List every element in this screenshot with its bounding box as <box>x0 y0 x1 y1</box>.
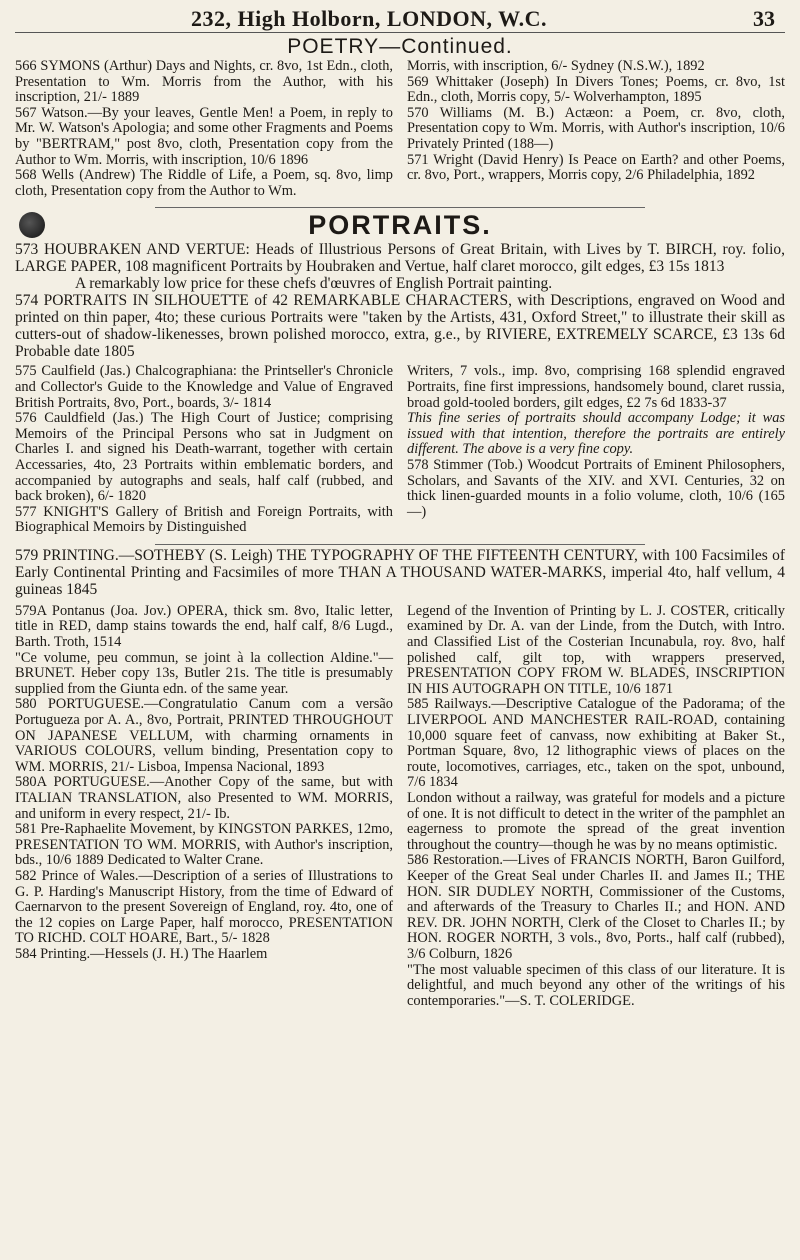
entry-569: 569 Whittaker (Joseph) In Divers Tones; Poems, cr. 8vo, 1st Edn., cloth, Morris copy, 5/- Wolverhampton, 1895 <box>407 73 785 106</box>
entry-571: 571 Wright (David Henry) Is Peace on Earth? and other Poems, cr. 8vo, Port., wrappers, Morris copy, 2/6 Philadelphia, 1892 <box>407 151 785 184</box>
entry-581: 581 Pre-Raphaelite Movement, by KINGSTON PARKES, 12mo, PRESENTATION TO WM. MORRIS, with Author's inscription, bds., 10/6 1889 Dedicated to Walter Crane. <box>15 821 393 869</box>
section-title: POETRY—Continued. <box>287 35 513 58</box>
entry-586: 586 Restoration.—Lives of FRANCIS NORTH, Baron Guilford, Keeper of the Great Seal under Charles II. and James II.; THE HON. SIR DUDLEY NORTH, Commissioner of the Customs, and afterwards of the Treasury to Charles II.; and HON. AND REV. DR. JOHN NORTH, Clerk of the Closet to Charles II.; by HON. ROGER NORTH, 3 vols., 8vo, Ports., half calf (rubbed), 3/6 Colburn, 1826 <box>407 852 785 962</box>
poetry-left-column <box>15 59 393 199</box>
poetry-columns <box>15 59 785 199</box>
portraits-heading <box>15 210 785 241</box>
entry-567: 567 Watson.—By your leaves, Gentle Men! a Poem, in reply to Mr. W. Watson's Apologia; and some other Fragments and Poems by "BERTRAM," post 8vo, cloth, Presentation copy from the Author to Wm. Morris, with inscription, 10/6 1896 <box>15 104 393 168</box>
divider <box>155 544 645 545</box>
portraits-title: PORTRAITS. <box>308 210 492 241</box>
divider <box>155 207 645 208</box>
entry-579a: 579A Pontanus (Joa. Jov.) OPERA, thick sm. 8vo, Italic letter, title in RED, damp stains towards the end, half calf, 8/6 Lugd., Barth. Troth, 1514 <box>15 602 393 651</box>
entry-580a: 580A PORTUGUESE.—Another Copy of the same, but with ITALIAN TRANSLATION, also Presented to WM. MORRIS, and uniform in every respect, 21/- Ib. <box>15 774 393 822</box>
printing-columns <box>15 604 785 1009</box>
ornament-icon <box>19 212 45 238</box>
entry-573: 573 HOUBRAKEN AND VERTUE: Heads of Illustrious Persons of Great Britain, with Lives by T. BIRCH, roy. folio, LARGE PAPER, 108 magnificent Portraits by Houbraken and Vertue, half claret morocco, gilt edges, £3 15s 1813 <box>15 241 785 276</box>
entry-582: 582 Prince of Wales.—Description of a series of Illustrations to G. P. Harding's Manuscript History, from the time of Edward of Caernarvon to the present Sovereign of England, roy. 4to, one of the 12 copies on Large Paper, half morocco, PRESENTATION TO RICHD. COLT HOARE, Bart., 5/- 1828 <box>15 867 393 947</box>
entry-586-note: "The most valuable specimen of this class of our literature. It is delightful, and much beyond any other of the writings of his contemporaries."—S. T. COLERIDGE. <box>407 961 785 1009</box>
catalogue-page <box>15 0 785 1009</box>
entry-585: 585 Railways.—Descriptive Catalogue of the Padorama; of the LIVERPOOL AND MANCHESTER RAIL-ROAD, containing 10,000 square feet of canvass, now exhibiting at Baker St., Portman Square, 8vo, 12 lithographic views of places on the route, locomotives, carriages, etc., taken on the spot, unbound, 7/6 1834 <box>407 696 785 791</box>
entry-577-note: This fine series of portraits should accompany Lodge; it was issued with that intention, therefore the portraits are entirely different. The above is a very fine copy. <box>407 410 785 458</box>
entry-574: 574 PORTRAITS IN SILHOUETTE of 42 REMARKABLE CHARACTERS, with Descriptions, engraved on Wood and printed on thin paper, 4to; these curious Portraits were "taken by the Artists, 431, Oxford Street," to illustrate their skill as cutters-out of shadow-likenesses, brown polished morocco, extra, g.e., by RIVIERE, EXTREMELY SCARCE, £3 13s 6d Probable date 1805 <box>15 292 785 361</box>
entry-580: 580 PORTUGUESE.—Congratulatio Canum com a versão Portugueza por A. A., 8vo, Portrait, PRINTED THROUGHOUT ON JAPANESE VELLUM, with charming ornaments in VARIOUS COLOURS, vellum binding, Presentation copy to WM. MORRIS, 21/- Lisboa, Impensa Nacional, 1893 <box>15 696 393 775</box>
portraits-right-column <box>407 364 785 536</box>
entry-576: 576 Cauldfield (Jas.) The High Court of Justice; comprising Memoirs of the Principal Persons who sat in Judgment on Charles I. and signed his Death-warrant, together with certain Accessaries, 4to, 23 Portraits within emblematic borders, and accompanied by autographs and seals, half calf (rubbed, and back broken), 6/- 1820 <box>15 410 393 505</box>
running-head <box>15 6 785 33</box>
portraits-left-column <box>15 364 393 536</box>
entry-566: 566 SYMONS (Arthur) Days and Nights, cr. 8vo, 1st Edn., cloth, Presentation to Wm. Morris from the Author, with his inscription, 21/- 1889 <box>15 58 393 106</box>
printing-left-column <box>15 604 393 1009</box>
printing-right-column <box>407 604 785 1009</box>
portraits-columns <box>15 364 785 536</box>
entry-577: 577 KNIGHT'S Gallery of British and Foreign Portraits, with Biographical Memoirs by Distinguished <box>15 503 393 536</box>
entry-573-note: A remarkably low price for these chefs d'œuvres of English Portrait painting. <box>75 275 553 293</box>
entry-579a-note: "Ce volume, peu commun, se joint à la collection Aldine."—BRUNET. Heber copy 13s, Butler 21s. The title is presumably supplied from the Giunta edn. of the same year. <box>15 649 393 697</box>
entry-578: 578 Stimmer (Tob.) Woodcut Portraits of Eminent Philosophers, Scholars, and Savants of the XIV. and XVI. Centuries, 32 on thick linen-guarded mounts in a folio volume, cloth, 10/6 (165—) <box>407 456 785 520</box>
entry-579: 579 PRINTING.—SOTHEBY (S. Leigh) THE TYPOGRAPHY OF THE FIFTEENTH CENTURY, with 100 Facsimiles of Early Continental Printing and Facsimiles of more THAN A THOUSAND WATER-MARKS, imperial 4to, half vellum, 4 guineas 1845 <box>15 546 785 598</box>
entry-585-note: London without a railway, was grateful for models and a picture of one. It is not difficult to detect in the writer of the pamphlet an eagerness to promote the spread of the great invention throughout the country—though he was by no means optimistic. <box>407 790 785 853</box>
address: 232, High Holborn, LONDON, W.C. <box>191 6 547 31</box>
entry-568: 568 Wells (Andrew) The Riddle of Life, a Poem, sq. 8vo, limp cloth, Presentation copy from the Author to Wm. <box>15 167 393 199</box>
page-number: 33 <box>753 6 775 31</box>
entry-577-cont: Writers, 7 vols., imp. 8vo, comprising 168 splendid engraved Portraits, fine first impressions, handsomely bound, claret russia, broad gold-tooled borders, gilt edges, £2 7s 6d 1833-37 <box>407 363 785 411</box>
entry-584-cont: Legend of the Invention of Printing by L. J. COSTER, critically examined by Dr. A. van der Linde, from the Dutch, with Intro. and Classified List of the Costerian Incunabula, roy. 8vo, half polished calf, gilt top, with wrappers preserved, PRESENTATION COPY FROM W. BLADES, INSCRIPTION IN HIS AUTOGRAPH ON TITLE, 10/6 1871 <box>407 602 785 697</box>
entry-570: 570 Williams (M. B.) Actæon: a Poem, cr. 8vo, cloth, Presentation copy to Wm. Morris, with Author's inscription, 10/6 Privately Printed (188—) <box>407 104 785 152</box>
entry-575: 575 Caulfield (Jas.) Chalcographiana: the Printseller's Chronicle and Collector's Guide to the Knowledge and Value of Engraved British Portraits, 8vo, Port., boards, 3/- 1814 <box>15 363 393 411</box>
entry-568-cont: Morris, with inscription, 6/- Sydney (N.S.W.), 1892 <box>407 58 705 74</box>
entry-584: 584 Printing.—Hessels (J. H.) The Haarlem <box>15 945 268 962</box>
poetry-right-column <box>407 59 785 199</box>
